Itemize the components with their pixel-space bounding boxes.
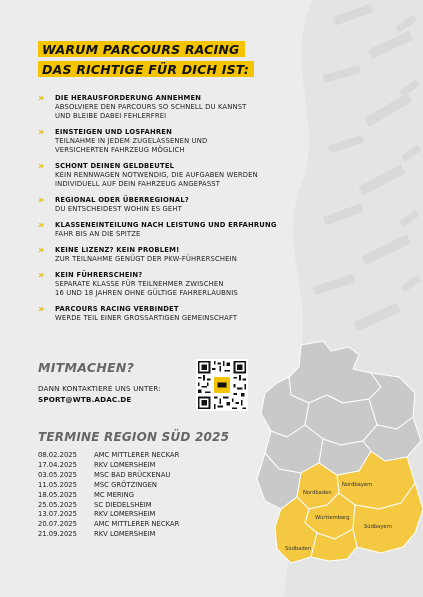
headline <box>38 39 254 79</box>
feature-text: ABSOLVIERE DEN PARCOURS SO SCHNELL DU KANNST UND BLEIBE DABEI FEHLERFREI <box>55 103 247 121</box>
event-date: 21.09.2025 <box>38 530 77 539</box>
event-row <box>38 461 179 471</box>
chevron-bullet-icon: » <box>38 93 44 104</box>
map-label-nordbaden: Nordbaden <box>303 490 332 496</box>
feature-title: SCHONT DEINEN GELDBEUTEL <box>55 162 175 171</box>
feature-text: SEPARATE KLASSE FÜR TEILNEHMER ZWISCHEN 16 UND 18 JAHREN OHNE GÜLTIGE FAHRERLAUBNIS <box>55 279 238 297</box>
chevron-bullet-icon: » <box>38 303 44 315</box>
event-row <box>38 530 179 540</box>
event-venue: RKV LOMERSHEIM <box>94 460 156 469</box>
event-row <box>38 471 179 481</box>
event-row <box>38 520 179 530</box>
event-row <box>38 491 179 501</box>
event-venue: AMC MITTLERER NECKAR <box>94 451 180 459</box>
feature-text: WERDE TEIL EINER GROSSARTIGEN GEMEINSCHAFT <box>55 313 238 322</box>
map-label-wuerttemberg: Württemberg <box>315 515 350 521</box>
feature-title: REGIONAL ODER ÜBERREGIONAL? <box>55 196 190 205</box>
chevron-bullet-icon: » <box>38 161 44 173</box>
chevron-bullet-icon: » <box>38 244 44 256</box>
feature-item <box>38 94 338 122</box>
event-venue: RKV LOMERSHEIM <box>94 510 156 519</box>
cta-text: DANN KONTAKTIERE UNS UNTER: <box>38 384 161 393</box>
dates-title: TERMINE REGION SÜD 2025 <box>38 430 230 444</box>
map-label-suedbayern: Südbayern <box>364 524 392 530</box>
chevron-bullet-icon: » <box>38 195 44 207</box>
feature-text: KEIN RENNWAGEN NOTWENDIG, DIE AUFGABEN WERDEN INDIVIDUELL AUF DEIN FAHRZEUG ANGEPASST <box>55 171 258 189</box>
feature-text: ZUR TEILNAHME GENÜGT DER PKW-FÜHRERSCHEIN <box>55 254 237 263</box>
chevron-bullet-icon: » <box>38 269 44 281</box>
feature-item <box>38 305 338 323</box>
event-row <box>38 451 179 461</box>
event-venue: MC MERING <box>94 490 135 499</box>
feature-title: DIE HERAUSFORDERUNG ANNEHMEN <box>55 94 202 102</box>
event-list <box>38 451 179 540</box>
event-venue: MSC GRÖTZINGEN <box>94 480 157 489</box>
feature-item <box>38 221 338 239</box>
cta-title: MITMACHEN? <box>38 360 135 375</box>
feature-item <box>38 246 338 264</box>
chevron-bullet-icon: » <box>38 127 44 139</box>
event-date: 08.02.2025 <box>38 451 77 459</box>
event-venue: SC DIEDELSHEIM <box>94 500 152 509</box>
event-date: 03.05.2025 <box>38 470 77 479</box>
feature-title: KEIN FÜHRERSCHEIN? <box>55 270 143 279</box>
feature-title: PARCOURS RACING VERBINDET <box>55 304 179 313</box>
event-date: 17.04.2025 <box>38 460 77 469</box>
event-date: 13.07.2025 <box>38 510 77 519</box>
feature-item <box>38 196 338 214</box>
event-venue: MSC BAD BRÜCKENAU <box>94 470 171 479</box>
qr-code[interactable] <box>196 359 248 411</box>
map-label-suedbaden: Südbaden <box>285 546 312 552</box>
map-label-nordbayern: Nordbayern <box>342 482 373 488</box>
event-date: 11.05.2025 <box>38 480 77 489</box>
map-north-region <box>289 341 381 403</box>
feature-list <box>38 94 338 330</box>
feature-item <box>38 128 338 156</box>
feature-text: FAHR BIS AN DIE SPITZE <box>55 230 141 239</box>
event-venue: RKV LOMERSHEIM <box>94 530 156 539</box>
headline-line-2: DAS RICHTIGE FÜR DICH IST: <box>38 61 254 77</box>
event-row <box>38 510 179 520</box>
feature-title: EINSTEIGEN UND LOSFAHREN <box>55 128 172 137</box>
germany-region-map <box>231 333 423 593</box>
feature-title: KEINE LIZENZ? KEIN PROBLEM! <box>55 245 180 254</box>
headline-line-1: WARUM PARCOURS RACING <box>38 41 245 57</box>
feature-item <box>38 162 338 190</box>
event-date: 25.05.2025 <box>38 500 77 509</box>
event-venue: AMC MITTLERER NECKAR <box>94 520 180 529</box>
contact-email-link[interactable]: SPORT@WTB.ADAC.DE <box>38 395 132 404</box>
event-date: 18.05.2025 <box>38 490 77 499</box>
feature-title: KLASSENEINTEILUNG NACH LEISTUNG UND ERFAHRUNG <box>55 221 277 230</box>
event-row <box>38 501 179 511</box>
feature-text: TEILNAHME IN JEDEM ZUGELASSENEN UND VERSICHERTEN FAHRZEUG MÖGLICH <box>55 137 208 155</box>
feature-item <box>38 271 338 299</box>
feature-text: DU ENTSCHEIDEST WOHIN ES GEHT <box>55 205 182 214</box>
event-row <box>38 481 179 491</box>
event-date: 20.07.2025 <box>38 520 77 529</box>
chevron-bullet-icon: » <box>38 220 44 232</box>
